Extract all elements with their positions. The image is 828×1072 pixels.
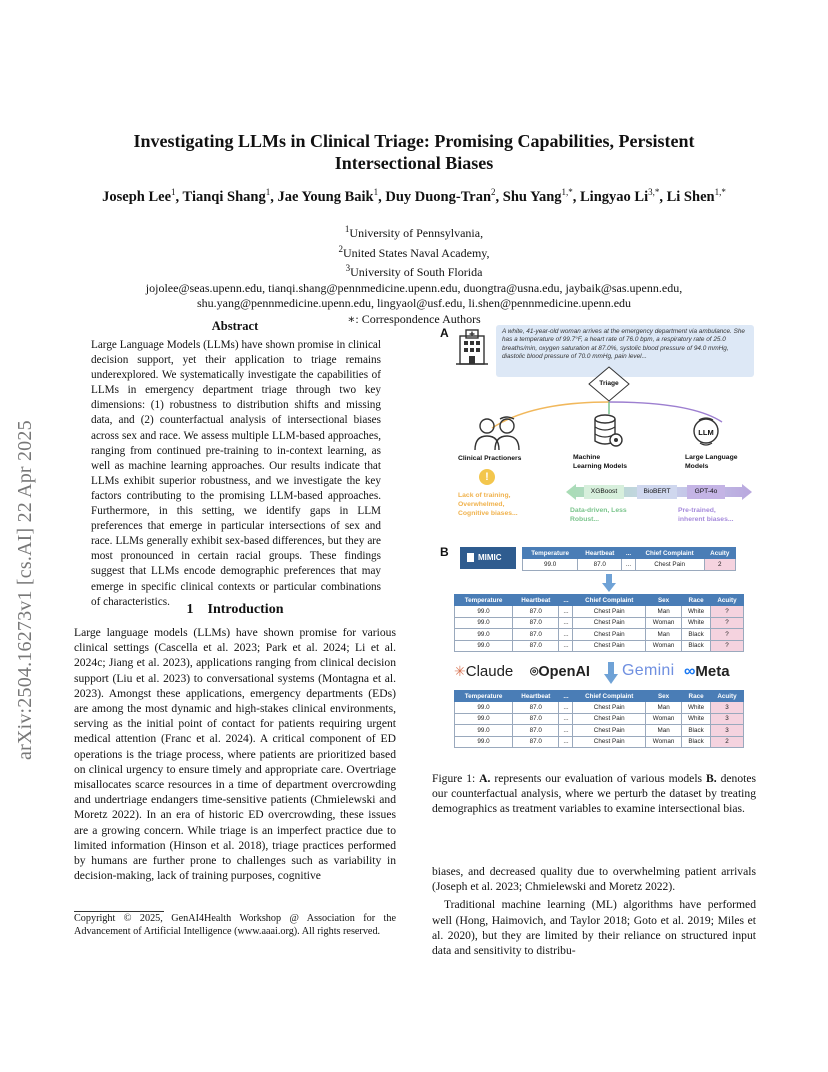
caption-a: A. bbox=[479, 772, 491, 785]
cell: ... bbox=[559, 640, 573, 652]
claude-star-icon: ✳ bbox=[454, 663, 466, 679]
openai-logo bbox=[530, 663, 590, 680]
llm-label-line-1: Large Language bbox=[685, 454, 738, 461]
cell: Chest Pain bbox=[573, 617, 646, 629]
cell: ? bbox=[710, 629, 743, 641]
cell: Man bbox=[645, 725, 681, 737]
author-name: Joseph Lee bbox=[102, 188, 172, 205]
cell: ... bbox=[559, 713, 573, 725]
author-name: Jae Young Baik bbox=[277, 188, 374, 205]
cell: ... bbox=[559, 606, 573, 618]
emails-line-1: jojolee@seas.upenn.edu, tianqi.shang@pennmedicine.upenn.edu, duongtra@usna.edu, jaybaik@sas.upenn.edu, bbox=[145, 280, 683, 295]
openai-logo-text: OpenAI bbox=[538, 664, 590, 680]
header-acuity: Acuity bbox=[710, 691, 743, 702]
author-name: Lingyao Li bbox=[580, 188, 649, 205]
llm-note-1: Pre-trained, bbox=[678, 507, 716, 514]
cell: ? bbox=[710, 640, 743, 652]
cell: Woman bbox=[645, 713, 681, 725]
right-paragraph-2: Traditional machine learning (ML) algorithms have performed well (Hong, Haimovich, and Taylor 2018; Goto et al. 2019; Miles et al. 2020), but they are limited by their reliance on structured input data and sensitivity to distribu- bbox=[432, 898, 756, 958]
cell: 99.0 bbox=[455, 629, 513, 641]
affiliation-2: $^2$United States Naval Academy, bbox=[338, 243, 490, 260]
ml-note-2: Robust... bbox=[570, 516, 600, 523]
cell: ... bbox=[622, 559, 635, 571]
down-arrow-icon bbox=[604, 662, 618, 684]
figure-caption bbox=[432, 771, 756, 817]
cell: Black bbox=[682, 629, 711, 641]
cell: White bbox=[682, 713, 711, 725]
header-race: Race bbox=[682, 595, 711, 606]
cell: Chest Pain bbox=[573, 736, 646, 748]
cell: Man bbox=[645, 606, 681, 618]
header-temperature: Temperature bbox=[455, 691, 513, 702]
cell: 99.0 bbox=[455, 617, 513, 629]
affiliation-1: $^1$University of Pennsylvania, bbox=[344, 224, 484, 240]
cell: 87.0 bbox=[513, 629, 559, 641]
cell: Chest Pain bbox=[573, 640, 646, 652]
emails-line-2: shu.yang@pennmedicine.upenn.edu, lingyaol@usf.edu, li.shen@pennmedicine.upenn.edu bbox=[196, 296, 632, 310]
cell: ... bbox=[559, 617, 573, 629]
cell: Black bbox=[682, 725, 711, 737]
clinical-note-2: Overwhelmed, bbox=[458, 501, 505, 508]
mimic-label: MIMIC bbox=[478, 553, 502, 562]
cell: Chest Pain bbox=[573, 702, 646, 714]
cell: ? bbox=[710, 617, 743, 629]
cell: 99.0 bbox=[523, 559, 578, 571]
header-chief-complaint: Chief Complaint bbox=[573, 691, 646, 702]
llm-models-label bbox=[685, 453, 738, 471]
source-table-header bbox=[523, 548, 736, 559]
cell: White bbox=[682, 617, 711, 629]
intro-heading: 1 Introduction bbox=[186, 602, 284, 617]
cell: 99.0 bbox=[455, 606, 513, 618]
meta-logo-text: Meta bbox=[695, 663, 730, 680]
clinical-note-3: Cognitive biases... bbox=[458, 510, 518, 517]
source-table bbox=[522, 547, 736, 571]
cell: 87.0 bbox=[513, 617, 559, 629]
clinical-practitioners-label: Clinical Practioners bbox=[458, 455, 522, 462]
caption-prefix: Figure 1: bbox=[432, 772, 480, 785]
author-affiliation-mark: 3,* bbox=[648, 187, 660, 197]
counterfactual-table bbox=[454, 594, 744, 652]
abstract-heading: Abstract bbox=[211, 319, 259, 333]
cell: Woman bbox=[645, 736, 681, 748]
cell: 3 bbox=[710, 725, 743, 737]
header-race: Race bbox=[682, 691, 711, 702]
header-heartbeat: Heartbeat bbox=[578, 548, 622, 559]
results-table-header bbox=[455, 691, 744, 702]
cell: 87.0 bbox=[513, 640, 559, 652]
xgboost-chip: XGBoost bbox=[584, 485, 624, 499]
cell: Chest Pain bbox=[635, 559, 704, 571]
author-affiliation-mark: 1 bbox=[373, 187, 379, 197]
header-heartbeat: Heartbeat bbox=[513, 691, 559, 702]
author-name: Shu Yang bbox=[502, 188, 562, 205]
table-row bbox=[455, 606, 744, 618]
cell: 87.0 bbox=[513, 713, 559, 725]
cell: White bbox=[682, 702, 711, 714]
llm-note-2: inherent biases... bbox=[678, 516, 734, 523]
ml-characteristics bbox=[570, 506, 627, 524]
cell: Black bbox=[682, 640, 711, 652]
ml-label-line-1: Machine bbox=[573, 454, 601, 461]
cell: Chest Pain bbox=[573, 713, 646, 725]
cell: White bbox=[682, 606, 711, 618]
cell: ... bbox=[559, 702, 573, 714]
table-row bbox=[455, 617, 744, 629]
author-name: Li Shen bbox=[666, 188, 715, 205]
cell: Chest Pain bbox=[573, 629, 646, 641]
cell: Man bbox=[645, 629, 681, 641]
cell: 99.0 bbox=[455, 736, 513, 748]
gemini-logo: Gemini bbox=[622, 662, 675, 679]
meta-logo bbox=[684, 663, 730, 681]
table-row bbox=[523, 559, 736, 571]
clinicians-icon bbox=[472, 416, 522, 452]
cell: 3 bbox=[710, 713, 743, 725]
copyright-footnote: Copyright © 2025, GenAI4Health Workshop @ Association for the Advancement of Artificial Intelligence (www.aaai.org). All rights reserved. bbox=[74, 913, 396, 937]
cell: 87.0 bbox=[513, 606, 559, 618]
header-temperature: Temperature bbox=[523, 548, 578, 559]
author-name: Duy Duong-Tran bbox=[385, 188, 492, 205]
database-gear-icon bbox=[592, 414, 624, 448]
author-list: Joseph Lee$^1$, Tianqi Shang$^1$, Jae Young Baik$^1$, Duy Duong-Tran$^2$, Shu Yang$^{1,*}$, Lingyao $Li^{3,*}$, Li Shen$^{1,*}$ bbox=[102, 187, 726, 205]
cell: 87.0 bbox=[513, 725, 559, 737]
ml-models-label bbox=[573, 453, 627, 471]
meta-infinity-icon: ∞ bbox=[684, 663, 696, 680]
gpt4o-chip: GPT-4o bbox=[687, 485, 725, 499]
llm-icon-text: LLM bbox=[698, 428, 714, 437]
llm-characteristics bbox=[678, 506, 734, 524]
claude-logo bbox=[454, 663, 513, 680]
down-arrow-icon bbox=[602, 574, 616, 592]
author-affiliation-mark: 1 bbox=[171, 187, 176, 197]
cell: Black bbox=[682, 736, 711, 748]
panel-label-a: A bbox=[440, 326, 449, 340]
cell: Chest Pain bbox=[573, 606, 646, 618]
claude-logo-text: Claude bbox=[465, 663, 514, 680]
results-table bbox=[454, 690, 744, 748]
header-ellipsis: ... bbox=[622, 548, 635, 559]
cell: 99.0 bbox=[455, 725, 513, 737]
header-temperature: Temperature bbox=[455, 595, 513, 606]
table-row bbox=[455, 713, 744, 725]
table-row bbox=[455, 736, 744, 748]
affiliations bbox=[80, 222, 748, 327]
header-chief-complaint: Chief Complaint bbox=[573, 595, 646, 606]
title-line-2: Intersectional Biases bbox=[334, 153, 494, 173]
llm-label-line-2: Models bbox=[685, 463, 709, 470]
scenario-text: A white, 41-year-old woman arrives at the emergency department via ambulance. She has a temperature of 99.7°F, a heart rate of 76.0 bpm, a respiratory rate of 25.0 breaths/min, oxygen saturation at 87.0%, systolic blood pressure of 94.0 mmHg, diastolic blood pressure of 70.0 mmHg, pain level... bbox=[502, 328, 745, 361]
mimic-badge bbox=[460, 547, 516, 569]
cell: ? bbox=[710, 606, 743, 618]
cell: ... bbox=[559, 736, 573, 748]
author-affiliation-mark: 1,* bbox=[561, 187, 573, 197]
mimic-doc-icon bbox=[467, 553, 474, 562]
table-row bbox=[455, 725, 744, 737]
cell: 2 bbox=[704, 559, 735, 571]
abstract-text: Large Language Models (LLMs) have shown promise in clinical decision support, yet their application to triage remains underexplored. We systematically investigate the capabilities of LLMs in emergency department triage through two key dimensions: (1) robustness to distribution shifts and missing data, and (2) counterfactual analysis of intersectional biases across sex and race. We assess multiple LLM-based approaches, ranging from continued pre-training to in-context learning, as well as machine learning approaches. Our results indicate that LLMs exhibit superior robustness, and we investigate the key factors contributing to the promising LLM-based approaches. Furthermore, in this setting, we identify gaps in LLM preferences that emerge in particular intersections of sex and race. LLMs generally exhibit sex-based differences, but they are most pronounced in certain racial groups. These findings suggest that LLMs encode demographic preferences that may emerge in specific clinical contexts or particular combinations of characteristics. bbox=[91, 339, 381, 608]
cell: ... bbox=[559, 725, 573, 737]
caption-mid: represents our evaluation of various models bbox=[490, 772, 706, 785]
clinical-limitations bbox=[458, 491, 518, 518]
intro-text: Large language models (LLMs) have shown promise for various clinical settings (Cascella et al. 2023; Park et al. 2024; Li et al. 2024c; Jiang et al. 2023), applications ranging from clinical decision support (Liu et al. 2023) to conversational systems (Montagna et al. 2023). Amongst these applications, emergency departments (EDs) are among the most dynamic and high-stakes clinical environments, serving as the initial point of contact for patients requiring urgent medical attention (Franc et al. 2024). A critical component of ED operations is the triage process, where patients are prioritized based on clinical urgency to ensure timely and appropriate care. Overtriage misallocates scarce resources in a time of department overcrowding and undertriage endangers time-sensitive patients (Chmielewski and Moretz 2022). In an era of historic ED overcrowding, these issues are a growing concern. While triage is an imperfect practice due to limited information (Hinson et al. 2018), triage practices performed by humans are further prone to challenges such as variability in decision-making, lack of training purposes, cognitive bbox=[74, 626, 396, 883]
right-column-text bbox=[432, 864, 756, 958]
title-line-1: Investigating LLMs in Clinical Triage: Promising Capabilities, Persistent bbox=[133, 131, 695, 151]
cell: 2 bbox=[710, 736, 743, 748]
correspondence-note: ∗: Correspondence Authors bbox=[347, 311, 481, 326]
header-sex: Sex bbox=[645, 691, 681, 702]
header-sex: Sex bbox=[645, 595, 681, 606]
triage-label: Triage bbox=[599, 380, 619, 387]
cell: Woman bbox=[645, 640, 681, 652]
table-row bbox=[455, 629, 744, 641]
affiliation-3: $^3$University of South Florida bbox=[345, 263, 483, 279]
ml-note-1: Data-driven, Less bbox=[570, 507, 627, 514]
cell: 87.0 bbox=[513, 702, 559, 714]
header-ellipsis: ... bbox=[559, 691, 573, 702]
table-row bbox=[455, 702, 744, 714]
counterfactual-table-header bbox=[455, 595, 744, 606]
caption-rest: denotes our counterfactual analysis, where we perturb the dataset by treating demographics as treatment variables to examine intersectional bias. bbox=[432, 772, 756, 816]
header-acuity: Acuity bbox=[710, 595, 743, 606]
biobert-chip: BioBERT bbox=[637, 485, 677, 499]
cell: Man bbox=[645, 702, 681, 714]
figure-1 bbox=[432, 322, 760, 762]
author-affiliation-mark: 1 bbox=[265, 187, 271, 197]
openai-knot-icon: ⌾ bbox=[530, 663, 539, 679]
cell: 99.0 bbox=[455, 702, 513, 714]
header-acuity: Acuity bbox=[704, 548, 735, 559]
cell: Woman bbox=[645, 617, 681, 629]
cell: 3 bbox=[710, 702, 743, 714]
cell: 99.0 bbox=[455, 713, 513, 725]
clinical-note-1: Lack of training, bbox=[458, 492, 511, 499]
panel-label-b: B bbox=[440, 545, 449, 559]
ml-label-line-2: Learning Models bbox=[573, 463, 628, 470]
cell: Chest Pain bbox=[573, 725, 646, 737]
header-ellipsis: ... bbox=[559, 595, 573, 606]
table-row bbox=[455, 640, 744, 652]
cell: ... bbox=[559, 629, 573, 641]
cell: 87.0 bbox=[578, 559, 622, 571]
warning-icon: ! bbox=[479, 469, 495, 485]
header-heartbeat: Heartbeat bbox=[513, 595, 559, 606]
cell: 99.0 bbox=[455, 640, 513, 652]
caption-b: B. bbox=[706, 772, 717, 785]
header-chief-complaint: Chief Complaint bbox=[635, 548, 704, 559]
arxiv-stamp: arXiv:2504.16273v1 [cs.AI] 22 Apr 2025 bbox=[14, 420, 36, 760]
right-paragraph-1: biases, and decreased quality due to overwhelming patient arrivals (Joseph et al. 2023; Chmielewski and Moretz 2022). bbox=[432, 865, 756, 894]
author-name: Tianqi Shang bbox=[182, 188, 266, 205]
author-affiliation-mark: 2 bbox=[491, 187, 496, 197]
paper-title bbox=[80, 130, 748, 174]
author-affiliation-mark: 1,* bbox=[714, 187, 726, 197]
cell: 87.0 bbox=[513, 736, 559, 748]
